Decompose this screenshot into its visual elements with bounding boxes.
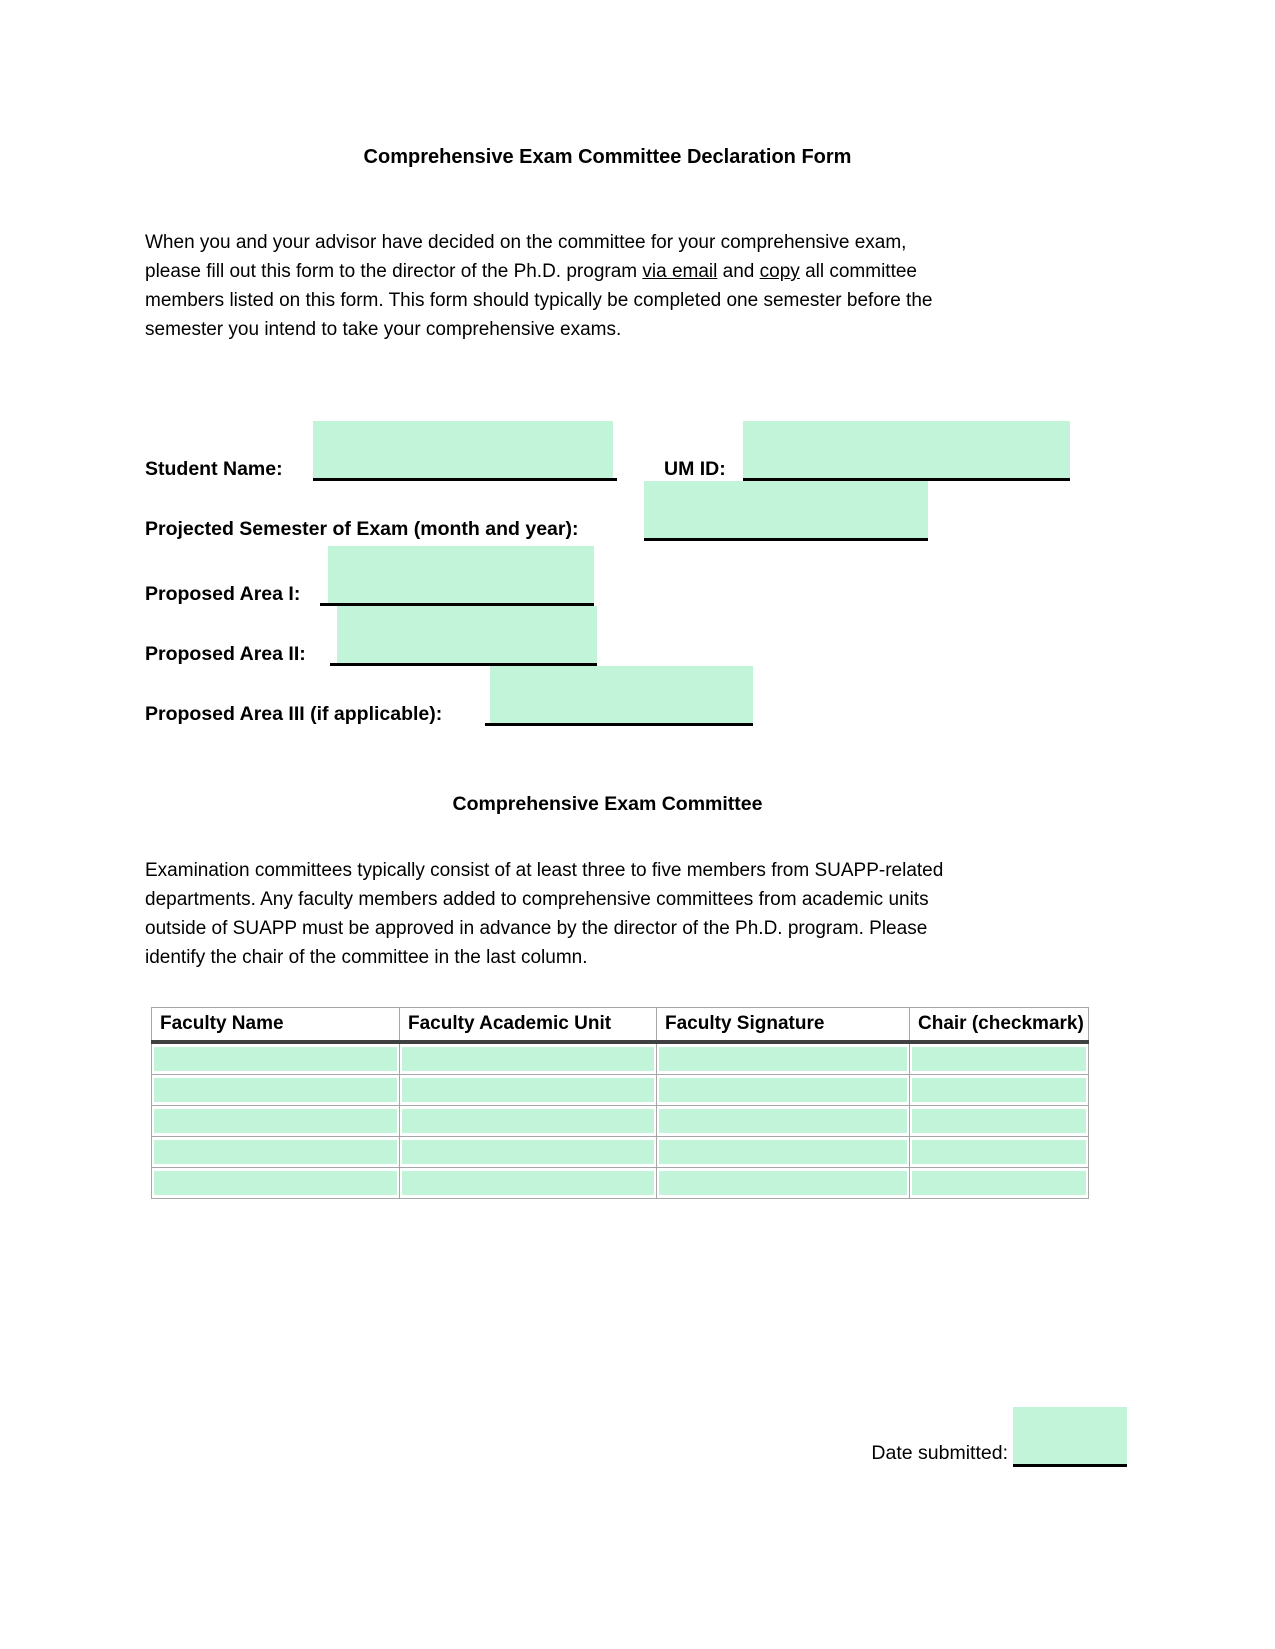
intro-paragraph <box>145 228 1085 344</box>
table-cell-field[interactable] <box>154 1078 397 1102</box>
proposed-area-1-label: Proposed Area I: <box>145 583 301 605</box>
table-header-cell: Chair (checkmark) <box>910 1008 1089 1043</box>
table-header-cell: Faculty Academic Unit <box>400 1008 657 1043</box>
paragraph-line <box>145 943 1085 972</box>
proposed-area-3-field[interactable] <box>490 666 753 723</box>
table-cell-field[interactable] <box>912 1047 1086 1071</box>
text-segment: When you and your advisor have decided on the committee for your comprehensive exam, <box>145 232 907 253</box>
text-segment: Examination committees typically consist of at least three to five members from SUAPP-related <box>145 860 944 881</box>
table-cell <box>400 1168 657 1199</box>
table-cell <box>910 1106 1089 1137</box>
table-header-cell: Faculty Signature <box>657 1008 910 1043</box>
table-cell-field[interactable] <box>402 1171 654 1195</box>
proposed-area-2-field[interactable] <box>337 606 597 663</box>
table-cell-field[interactable] <box>912 1171 1086 1195</box>
proposed-area-1-field[interactable] <box>328 546 594 603</box>
exam-semester-underline <box>644 538 928 541</box>
table-cell <box>657 1168 910 1199</box>
table-cell-field[interactable] <box>659 1140 907 1164</box>
student-name-underline <box>313 478 617 481</box>
table-header-cell: Faculty Name <box>152 1008 400 1043</box>
paragraph-line <box>145 257 1085 286</box>
text-segment: members listed on this form. This form should typically be completed one semester before the <box>145 290 933 311</box>
table-cell <box>910 1137 1089 1168</box>
paragraph-line <box>145 885 1085 914</box>
table-cell <box>657 1106 910 1137</box>
text-segment: identify the chair of the committee in the last column. <box>145 947 588 968</box>
exam-semester-label: Projected Semester of Exam (month and year): <box>145 518 579 540</box>
table-cell-field[interactable] <box>912 1109 1086 1133</box>
date-submitted-label: Date submitted: <box>871 1442 1008 1464</box>
table-cell <box>152 1075 400 1106</box>
table-cell <box>657 1137 910 1168</box>
text-segment: semester you intend to take your comprehensive exams. <box>145 319 622 340</box>
text-segment: departments. Any faculty members added to comprehensive committees from academic units <box>145 889 929 910</box>
proposed-area-3-underline <box>485 723 753 726</box>
table-cell-field[interactable] <box>154 1047 397 1071</box>
proposed-area-2-label: Proposed Area II: <box>145 643 306 665</box>
table-cell <box>910 1075 1089 1106</box>
text-segment: outside of SUAPP must be approved in advance by the director of the Ph.D. program. Please <box>145 918 928 939</box>
um-id-field[interactable] <box>743 421 1070 478</box>
student-name-label: Student Name: <box>145 458 283 480</box>
um-id-label: UM ID: <box>664 458 726 480</box>
table-cell-field[interactable] <box>154 1109 397 1133</box>
table-cell <box>152 1168 400 1199</box>
date-submitted-underline <box>1013 1464 1127 1467</box>
committee-description <box>145 856 1085 972</box>
table-cell <box>152 1106 400 1137</box>
table-cell-field[interactable] <box>659 1078 907 1102</box>
table-row <box>152 1042 1089 1075</box>
date-submitted-field[interactable] <box>1013 1407 1127 1464</box>
page-title: Comprehensive Exam Committee Declaration Form <box>363 146 852 168</box>
table-row <box>152 1168 1089 1199</box>
paragraph-line <box>145 914 1085 943</box>
table-cell-field[interactable] <box>402 1078 654 1102</box>
committee-heading: Comprehensive Exam Committee <box>452 793 763 815</box>
table-cell-field[interactable] <box>154 1140 397 1164</box>
table-cell <box>400 1106 657 1137</box>
table-cell <box>910 1042 1089 1075</box>
paragraph-line <box>145 286 1085 315</box>
proposed-area-3-label: Proposed Area III (if applicable): <box>145 703 443 725</box>
table-cell-field[interactable] <box>659 1171 907 1195</box>
table-cell-field[interactable] <box>912 1140 1086 1164</box>
committee-table <box>151 1007 1089 1199</box>
table-row <box>152 1137 1089 1168</box>
table-cell <box>400 1075 657 1106</box>
table-cell <box>657 1042 910 1075</box>
table-cell-field[interactable] <box>659 1109 907 1133</box>
table-cell <box>152 1137 400 1168</box>
table-cell <box>657 1075 910 1106</box>
paragraph-line <box>145 856 1085 885</box>
table-cell-field[interactable] <box>912 1078 1086 1102</box>
text-segment: and <box>717 261 760 282</box>
table-cell <box>152 1042 400 1075</box>
table-cell <box>400 1137 657 1168</box>
table-cell-field[interactable] <box>402 1047 654 1071</box>
table-cell <box>910 1168 1089 1199</box>
table-cell-field[interactable] <box>154 1171 397 1195</box>
paragraph-line <box>145 315 1085 344</box>
table-row <box>152 1106 1089 1137</box>
underlined-text: via email <box>642 261 718 282</box>
text-segment: please fill out this form to the director of the Ph.D. program <box>145 261 643 282</box>
underlined-text: copy <box>759 261 800 282</box>
paragraph-line <box>145 228 1085 257</box>
table-cell-field[interactable] <box>402 1109 654 1133</box>
student-name-field[interactable] <box>313 421 613 478</box>
table-cell <box>400 1042 657 1075</box>
exam-semester-field[interactable] <box>644 481 928 538</box>
table-row <box>152 1075 1089 1106</box>
text-segment: all committee <box>799 261 917 282</box>
table-cell-field[interactable] <box>402 1140 654 1164</box>
table-header-row <box>152 1008 1089 1043</box>
table-cell-field[interactable] <box>659 1047 907 1071</box>
